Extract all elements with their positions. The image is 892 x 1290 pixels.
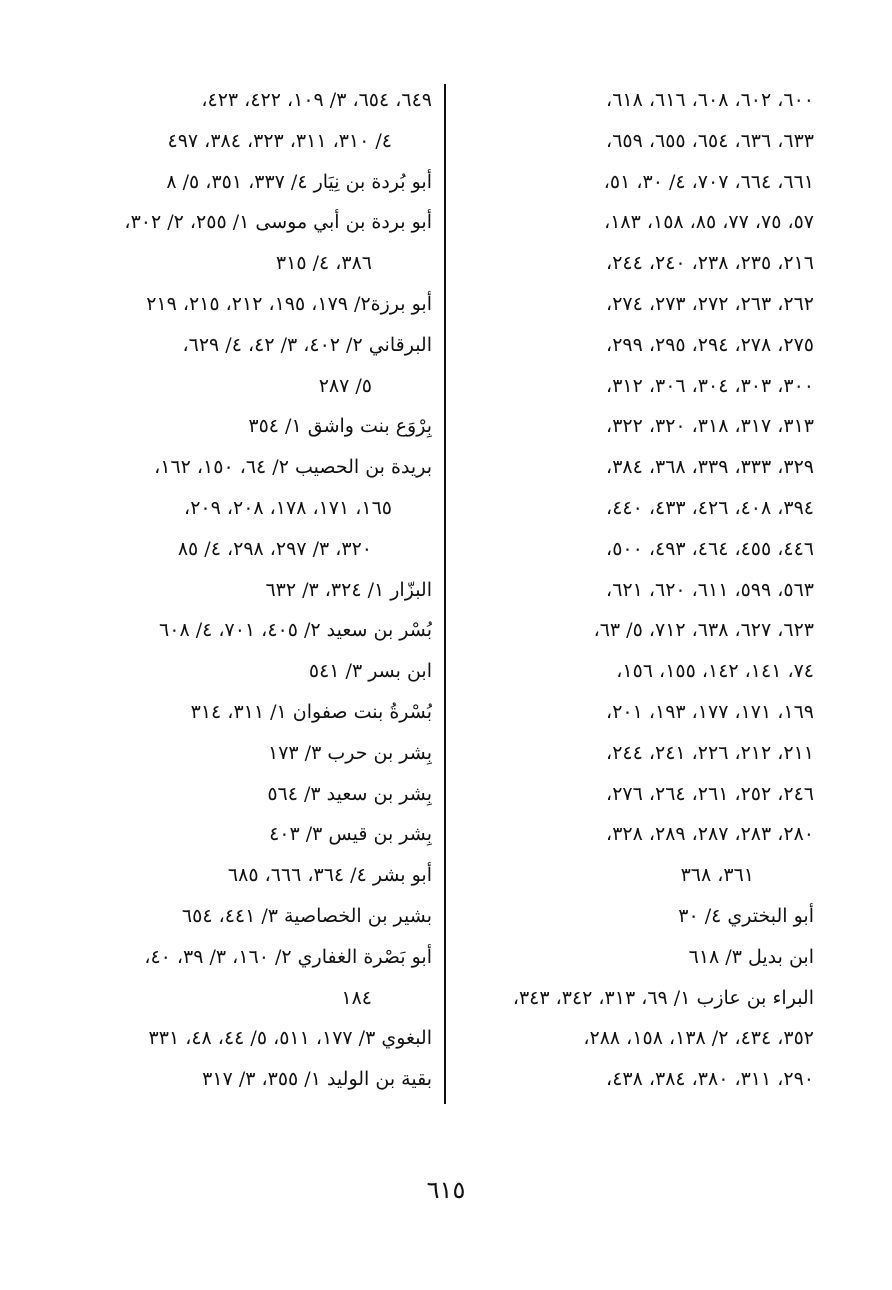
- index-entry-baqiyya-bin-al-walid: بقية بن الوليد ١/ ٣٥٥، ٣/ ٣١٧: [202, 1068, 432, 1091]
- index-line: ٢٤٦، ٢٥٢، ٢٦١، ٢٦٤، ٢٧٦،: [606, 782, 814, 805]
- index-line: ١٦٩، ١٧١، ١٧٧، ١٩٣، ٢٠١،: [606, 700, 814, 723]
- index-line: ٥٧، ٧٥، ٧٧، ٨٥، ١٥٨، ١٨٣،: [604, 211, 814, 234]
- index-entry-al-bazzar: البزّار ١/ ٣٢٤، ٣/ ٦٣٢: [265, 578, 432, 601]
- index-line: ٢٧٥، ٢٧٨، ٢٩٤، ٢٩٥، ٢٩٩،: [606, 333, 814, 356]
- index-line: ٣٥٢، ٤٣٤، ٢/ ١٣٨، ١٥٨، ٢٨٨،: [583, 1027, 814, 1050]
- index-entry-busra-bint-safwan: بُسْرةُ بنت صفوان ١/ ٣١١، ٣١٤: [190, 700, 432, 723]
- index-entry-abu-al-bakhtari: أبو البختري ٤/ ٣٠: [678, 904, 814, 927]
- column-divider: [444, 84, 446, 1104]
- index-line: ٢١١، ٢١٢، ٢٢٦، ٢٤١، ٢٤٤،: [606, 741, 814, 764]
- index-line: ٦٣٣، ٦٣٦، ٦٥٤، ٦٥٥، ٦٥٩،: [606, 129, 814, 152]
- index-line: ٤/ ٣١٠، ٣١١، ٣٢٣، ٣٨٤، ٤٩٧: [167, 129, 392, 152]
- index-line: ٧٤، ١٤١، ١٤٢، ١٥٥، ١٥٦،: [616, 660, 814, 683]
- index-line: ٣٦١، ٣٦٨: [680, 864, 754, 887]
- index-entry-al-bara-bin-azib: البراء بن عازب ١/ ٦٩، ٣١٣، ٣٤٢، ٣٤٣،: [512, 986, 814, 1009]
- index-line: ٣٩٤، ٤٠٨، ٤٢٦، ٤٣٣، ٤٤٠،: [606, 496, 814, 519]
- index-column-left: [70, 80, 432, 1100]
- index-entry-birwa-bint-washiq: بِرْوَع بنت واشق ١/ ٣٥٤: [248, 415, 432, 438]
- index-line: ٥/ ٢٨٧: [318, 374, 372, 397]
- index-line: ٣١٣، ٣١٧، ٣١٨، ٣٢٠، ٣٢٢،: [606, 415, 814, 438]
- index-entry-ibn-budail: ابن بديل ٣/ ٦١٨: [688, 945, 814, 968]
- index-line: ١٨٤: [341, 986, 372, 1009]
- index-entry-abu-bishr: أبو بشر ٤/ ٣٦٤، ٦٦٦، ٦٨٥: [227, 864, 432, 887]
- index-line: ٦٠٠، ٦٠٢، ٦٠٨، ٦١٦، ٦١٨،: [606, 89, 814, 111]
- index-line: ٣٢٩، ٣٣٣، ٣٣٩، ٣٦٨، ٣٨٤،: [606, 456, 814, 479]
- index-line: ٦٦١، ٦٦٤، ٧٠٧، ٤/ ٣٠، ٥١،: [603, 170, 814, 193]
- index-line: ٦٤٩، ٦٥٤، ٣/ ١٠٩، ٤٢٢، ٤٢٣،: [201, 89, 432, 111]
- index-entry-al-barqani: البرقاني ٢/ ٤٠٢، ٣/ ٤٢، ٤/ ٦٢٩،: [182, 333, 432, 356]
- index-line: ٢٨٠، ٢٨٣، ٢٨٧، ٢٨٩، ٣٢٨،: [606, 823, 814, 846]
- index-line: ٣٠٠، ٣٠٣، ٣٠٤، ٣٠٦، ٣١٢،: [606, 374, 814, 397]
- index-entry-ibn-busr: ابن بسر ٣/ ٥٤١: [308, 660, 432, 683]
- index-entry-bishr-bin-said: بِشر بن سعيد ٣/ ٥٦٤: [267, 782, 432, 805]
- page-number: ٦١٥: [426, 1176, 466, 1204]
- index-line: ٣٢٠، ٣/ ٢٩٧، ٢٩٨، ٤/ ٨٥: [177, 537, 372, 560]
- index-entry-bishr-bin-harb: بِشر بن حرب ٣/ ١٧٣: [267, 741, 432, 764]
- index-line: ٥٦٣، ٥٩٩، ٦١١، ٦٢٠، ٦٢١،: [606, 578, 814, 601]
- index-line: ١٦٥، ١٧١، ١٧٨، ٢٠٨، ٢٠٩،: [184, 496, 392, 519]
- index-entry-abu-barza: أبو برزة٢/ ١٧٩، ١٩٥، ٢١٢، ٢١٥، ٢١٩: [146, 292, 432, 315]
- index-line: ٢٩٠، ٣١١، ٣٨٠، ٣٨٤، ٤٣٨،: [606, 1068, 814, 1091]
- index-line: ٢١٦، ٢٣٥، ٢٣٨، ٢٤٠، ٢٤٤،: [606, 252, 814, 275]
- index-line: ٤٤٦، ٤٥٥، ٤٦٤، ٤٩٣، ٥٠٠،: [606, 537, 814, 560]
- index-column-right: [448, 80, 814, 1100]
- index-entry-abu-burda-bin-abi-musa: أبو بردة بن أبي موسى ١/ ٢٥٥، ٢/ ٣٠٢،: [124, 211, 432, 234]
- index-line: ٦٢٣، ٦٢٧، ٦٣٨، ٧١٢، ٥/ ٦٣،: [593, 619, 814, 642]
- index-entry-bashir-bin-al-khasasiya: بشير بن الخصاصية ٣/ ٤٤١، ٦٥٤: [181, 904, 432, 927]
- index-entry-abu-basra-al-ghifari: أبو بَصْرة الغفاري ٢/ ١٦٠، ٣/ ٣٩، ٤٠،: [144, 945, 432, 968]
- index-entry-busr-bin-said: بُسْر بن سعيد ٢/ ٤٠٥، ٧٠١، ٤/ ٦٠٨: [159, 619, 432, 642]
- index-line: ٣٨٦، ٤/ ٣١٥: [275, 252, 372, 275]
- index-line: ٢٦٢، ٢٦٣، ٢٧٢، ٢٧٣، ٢٧٤،: [606, 292, 814, 315]
- index-entry-buraida-bin-al-husaib: بريدة بن الحصيب ٢/ ٦٤، ١٥٠، ١٦٢،: [154, 456, 432, 479]
- index-entry-bishr-bin-qais: بِشر بن قيس ٣/ ٤٠٣: [269, 823, 432, 846]
- index-entry-abu-burda-bin-niyar: أبو بُردة بن نِيَار ٤/ ٣٣٧، ٣٥١، ٥/ ٨: [166, 170, 432, 193]
- index-entry-al-baghawi: البغوي ٣/ ١٧٧، ٥١١، ٥/ ٤٤، ٤٨، ٣٣١: [148, 1027, 432, 1050]
